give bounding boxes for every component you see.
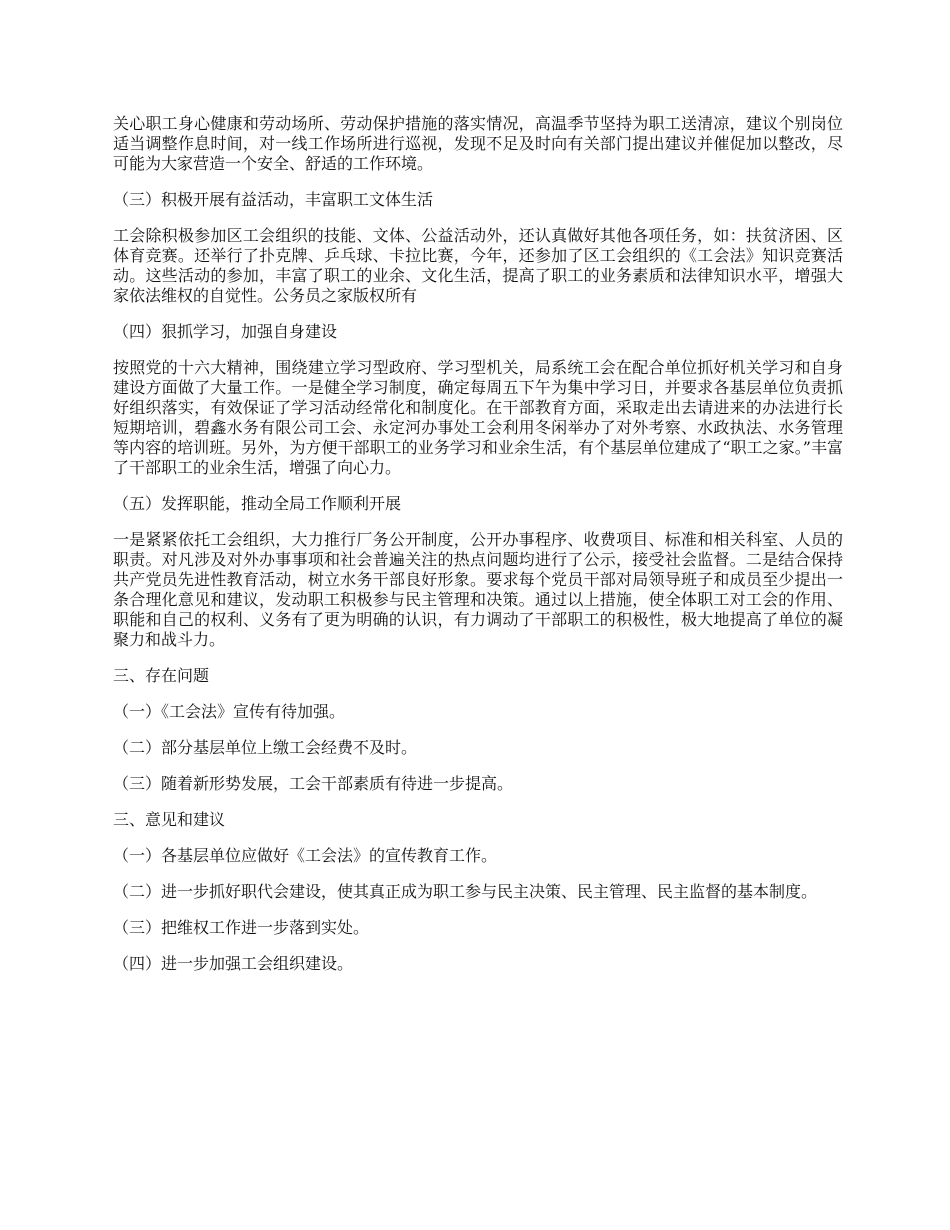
problem-item-2: （二）部分基层单位上缴工会经费不及时。 [113, 738, 418, 757]
heading-study: （四）狠抓学习，加强自身建设 [113, 322, 338, 341]
paragraph-study: 按照党的十六大精神，围绕建立学习型政府、学习型机关，局系统工会在配合单位抓好机关学习和自身建设方面做了大量工作。一是健全学习制度，确定每周五下午为集中学习日，并要求各基层单位负责抓好组织落实，有效保证了学习活动经常化和制度化。在干部教育方面，采取走出去请进来的办法进行长短期培训，碧鑫水务有限公司工会、永定河办事处工会利用冬闲举办了对外考察、水政执法、水务管理等内容的培训班。另外，为方便干部职工的业务学习和业余生活，有个基层单位建成了“职工之家。”丰富了干部职工的业余生活，增强了向心力。 [113, 358, 843, 477]
heading-problems: 三、存在问题 [113, 666, 210, 685]
paragraph-functions: 一是紧紧依托工会组织，大力推行厂务公开制度，公开办事程序、收费项目、标准和相关科室、人员的职责。对凡涉及对外办事事项和社会普遍关注的热点问题均进行了公示，接受社会监督。二是结合保持共产党员先进性教育活动，树立水务干部良好形象。要求每个党员干部对局领导班子和成员至少提出一条合理化意见和建议，发动职工积极参与民主管理和决策。通过以上措施，使全体职工对工会的作用、职能和自己的权利、义务有了更为明确的认识，有力调动了干部职工的积极性，极大地提高了单位的凝聚力和战斗力。 [113, 530, 843, 649]
suggestion-item-1: （一）各基层单位应做好《工会法》的宣传教育工作。 [113, 846, 498, 865]
document-body [113, 114, 843, 990]
paragraph-activities: 工会除积极参加区工会组织的技能、文体、公益活动外，还认真做好其他各项任务，如：扶贫济困、区体育竞赛。还举行了扑克牌、乒乓球、卡拉比赛，今年，还参加了区工会组织的《工会法》知识竞赛活动。这些活动的参加，丰富了职工的业余、文化生活，提高了职工的业务素质和法律知识水平，增强大家依法维权的自觉性。公务员之家版权所有 [113, 226, 843, 305]
suggestion-item-4: （四）进一步加强工会组织建设。 [113, 954, 354, 973]
suggestion-item-3: （三）把维权工作进一步落到实处。 [113, 918, 370, 937]
paragraph-health-safety: 关心职工身心健康和劳动场所、劳动保护措施的落实情况，高温季节坚持为职工送清凉，建议个别岗位适当调整作息时间，对一线工作场所进行巡视，发现不足及时向有关部门提出建议并催促加以整改，尽可能为大家营造一个安全、舒适的工作环境。 [113, 114, 843, 173]
heading-functions: （五）发挥职能，推动全局工作顺利开展 [113, 494, 402, 513]
suggestion-item-2: （二）进一步抓好职代会建设，使其真正成为职工参与民主决策、民主管理、民主监督的基本制度。 [113, 882, 818, 901]
problem-item-1: （一）《工会法》宣传有待加强。 [113, 702, 346, 721]
heading-activities: （三）积极开展有益活动，丰富职工文体生活 [113, 190, 434, 209]
heading-suggestions: 三、意见和建议 [113, 810, 226, 829]
problem-item-3: （三）随着新形势发展，工会干部素质有待进一步提高。 [113, 774, 514, 793]
